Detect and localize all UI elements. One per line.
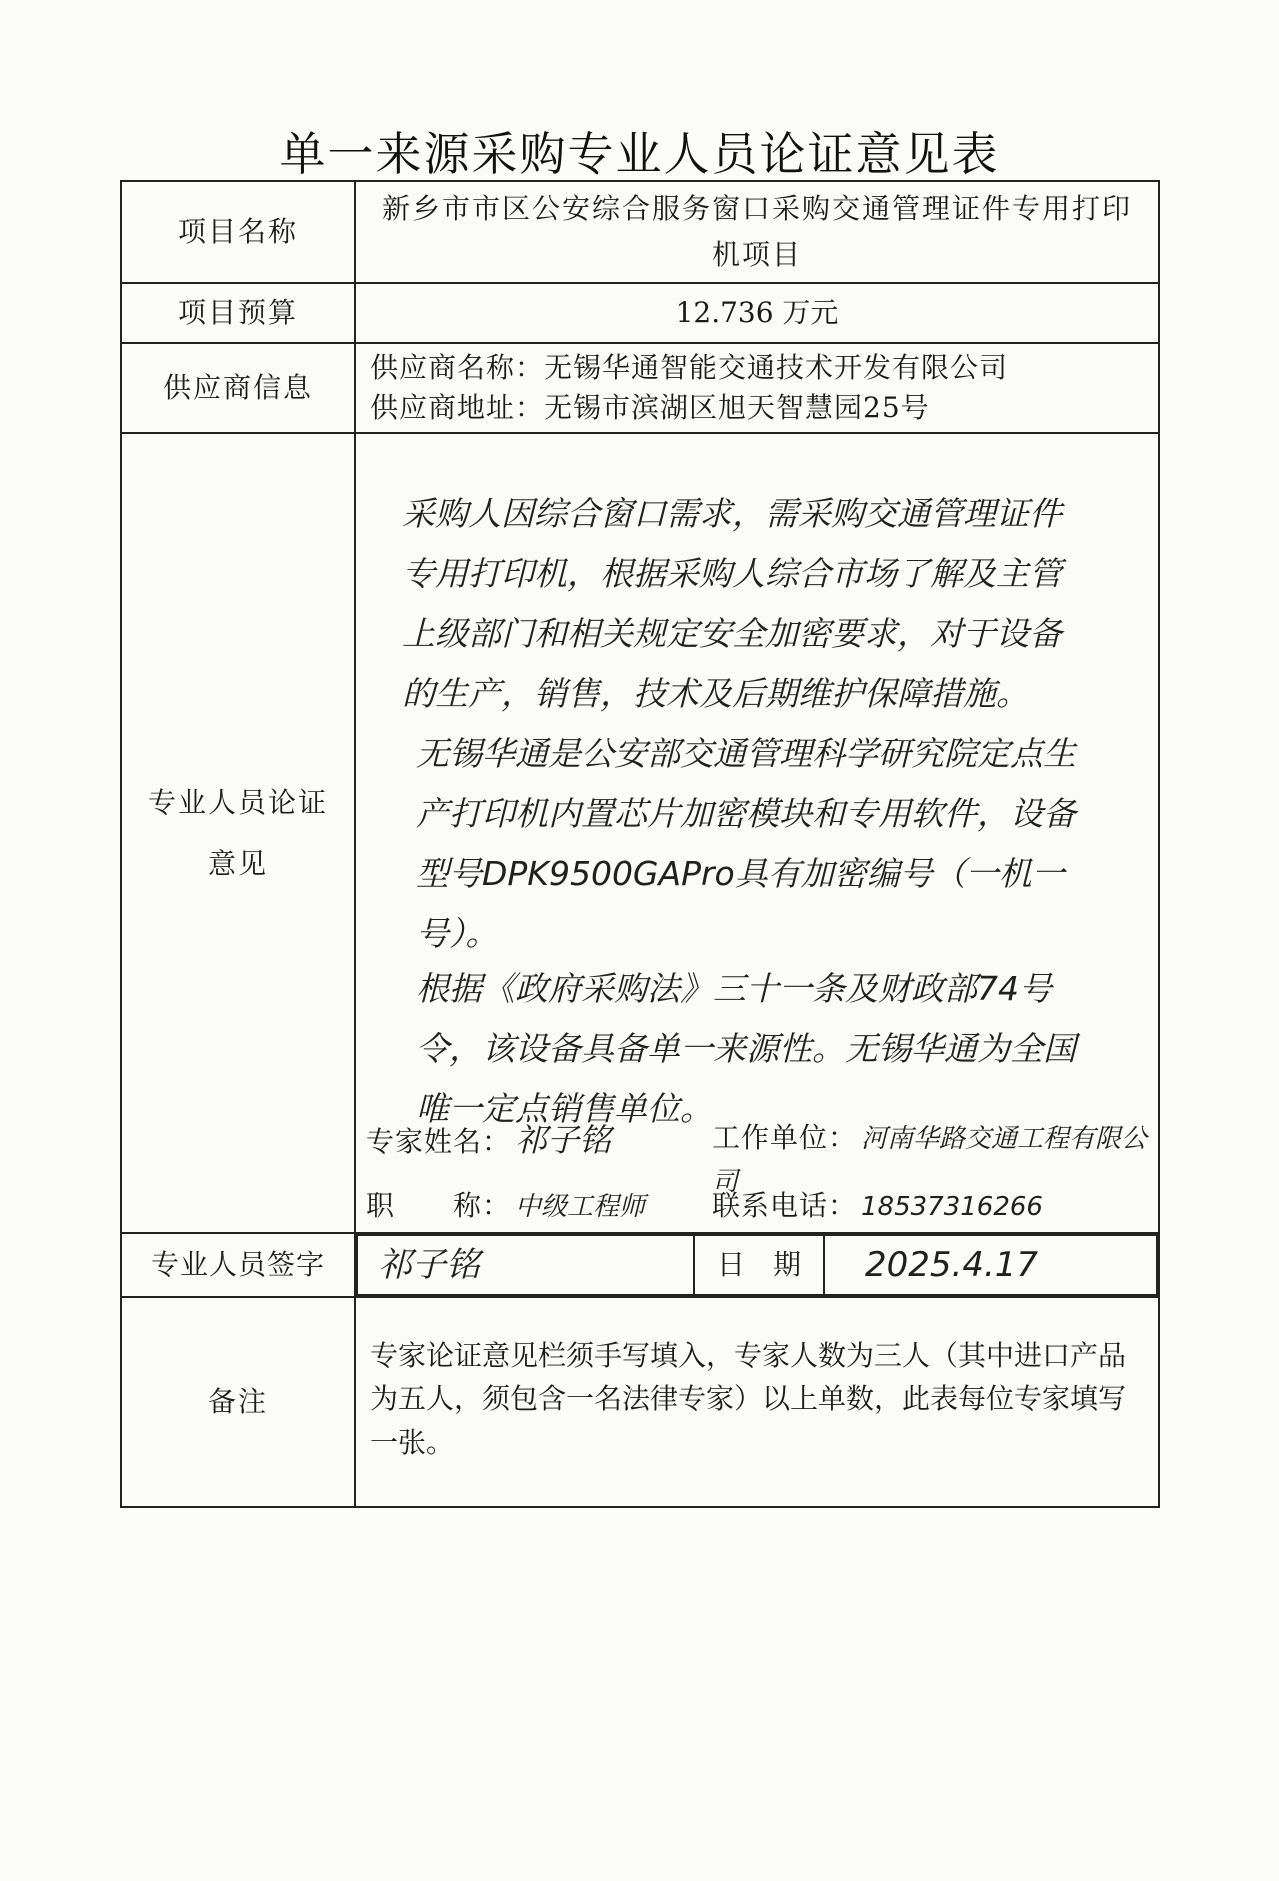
opinion-label bbox=[121, 433, 355, 1233]
expert-name-label: 专家姓名： bbox=[366, 1125, 512, 1158]
opinion-label-line2: 意见 bbox=[207, 847, 268, 880]
expert-unit-value: 河南华路交通工程有限公司 bbox=[712, 1124, 1148, 1198]
remarks-label: 备注 bbox=[121, 1297, 355, 1507]
expert-phone-label: 联系电话： bbox=[712, 1189, 858, 1222]
project-name-value: 新乡市市区公安综合服务窗口采购交通管理证件专用打印机项目 bbox=[355, 181, 1159, 283]
supplier-name: 供应商名称：无锡华通智能交通技术开发有限公司 bbox=[370, 351, 1009, 384]
supplier-label: 供应商信息 bbox=[121, 343, 355, 433]
expert-phone-value: 18537316266 bbox=[861, 1192, 1043, 1222]
budget-label: 项目预算 bbox=[121, 283, 355, 343]
row-remarks bbox=[121, 1297, 1159, 1507]
opinion-paragraph-1: 采购人因综合窗口需求，需采购交通管理证件专用打印机，根据采购人综合市场了解及主管上级部门和相关规定安全加密要求，对于设备的生产，销售，技术及后期维护保障措施。 bbox=[402, 494, 1062, 713]
remarks-text: 专家论证意见栏须手写填入，专家人数为三人（其中进口产品为五人，须包含一名法律专家）以上单数，此表每位专家填写一张。 bbox=[355, 1297, 1159, 1507]
row-project-name bbox=[121, 181, 1159, 283]
opinion-label-line1: 专业人员论证 bbox=[147, 785, 328, 819]
expert-title-row bbox=[366, 1184, 645, 1227]
argument-form-table bbox=[120, 180, 1160, 1508]
supplier-address: 供应商地址：无锡市滨湖区旭天智慧园25号 bbox=[370, 391, 930, 424]
row-supplier bbox=[121, 343, 1159, 433]
expert-phone-row bbox=[712, 1184, 1043, 1227]
form-title: 单一来源采购专业人员论证意见表 bbox=[279, 127, 1000, 181]
date-value: 2025.4.17 bbox=[824, 1235, 1157, 1295]
supplier-info bbox=[355, 343, 1159, 433]
project-name-label: 项目名称 bbox=[121, 181, 355, 283]
expert-title-value: 中级工程师 bbox=[515, 1192, 646, 1222]
date-label: 日 期 bbox=[694, 1235, 824, 1295]
opinion-paragraph-2: 无锡华通是公安部交通管理科学研究院定点生产打印机内置芯片加密模块和专用软件，设备型号DPK9500GAPro具有加密编号（一机一号）。 bbox=[416, 734, 1076, 953]
opinion-cell bbox=[355, 433, 1159, 1233]
signature-cell bbox=[355, 1233, 1159, 1297]
expert-name-row bbox=[366, 1116, 611, 1166]
row-budget bbox=[121, 283, 1159, 343]
opinion-paragraph-3: 根据《政府采购法》三十一条及财政部74号令，该设备具备单一来源性。无锡华通为全国唯一定点销售单位。 bbox=[416, 969, 1076, 1128]
expert-unit-label: 工作单位： bbox=[712, 1121, 858, 1154]
expert-name-value: 祁子铭 bbox=[515, 1121, 612, 1159]
row-opinion bbox=[121, 433, 1159, 1233]
budget-value: 12.736 万元 bbox=[355, 283, 1159, 343]
expert-title-label: 职 称： bbox=[366, 1189, 512, 1222]
row-signature bbox=[121, 1233, 1159, 1297]
signature-label: 专业人员签字 bbox=[121, 1233, 355, 1297]
signature-value: 祁子铭 bbox=[357, 1235, 694, 1295]
